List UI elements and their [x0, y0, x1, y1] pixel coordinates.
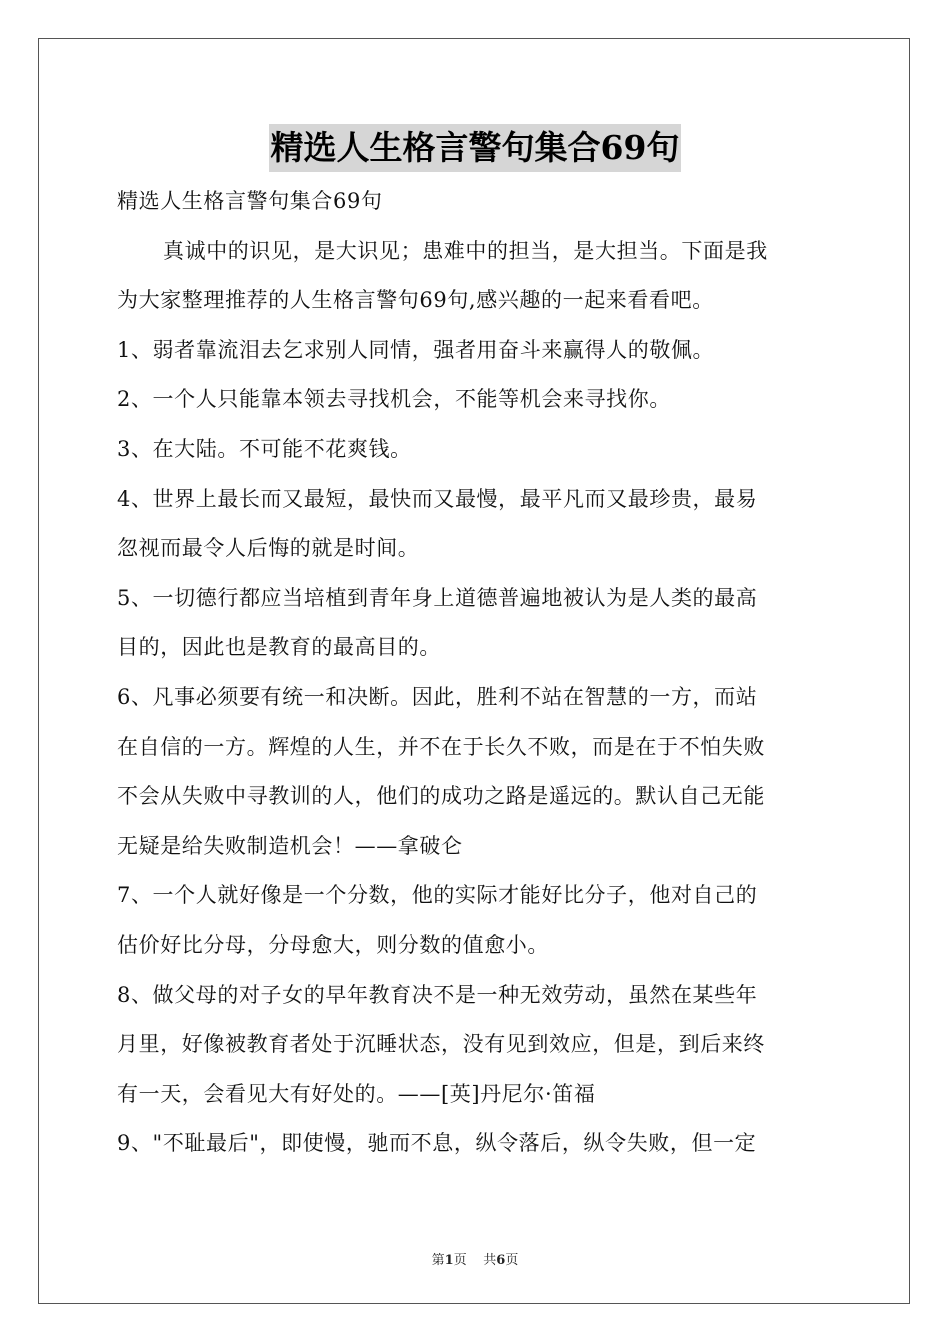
page-number: 1 [444, 1253, 454, 1268]
intro-paragraph-line: 真诚中的识见，是大识见；患难中的担当，是大担当。下面是我 [163, 238, 768, 263]
quote-line: 月里，好像被教育者处于沉睡状态，没有见到效应，但是，到后来终 [117, 1032, 765, 1057]
intro-paragraph-line: 为大家整理推荐的人生格言警句69句,感兴趣的一起来看看吧。 [117, 288, 714, 313]
quote-line: 2、一个人只能靠本领去寻找机会，不能等机会来寻找你。 [117, 387, 671, 412]
quote-line: 3、在大陆。不可能不花爽钱。 [117, 436, 412, 461]
quote-line: 4、世界上最长而又最短，最快而又最慢，最平凡而又最珍贵，最易 [117, 486, 758, 511]
quote-line: 6、凡事必须要有统一和决断。因此，胜利不站在智慧的一方，而站 [117, 684, 758, 709]
quote-line: 7、一个人就好像是一个分数，他的实际才能好比分子，他对自己的 [117, 883, 758, 908]
document-body [117, 177, 837, 1169]
quote-line: 忽视而最令人后悔的就是时间。 [117, 536, 420, 561]
quote-line: 估价好比分母，分母愈大，则分数的值愈小。 [117, 932, 549, 957]
document-title: 精选人生格言警句集合69句 [269, 124, 682, 172]
quote-line: 有一天，会看见大有好处的。——[英]丹尼尔·笛福 [117, 1081, 596, 1106]
total-prefix: 共 [483, 1253, 497, 1268]
total-suffix: 页 [505, 1253, 519, 1268]
quote-line: 1、弱者靠流泪去乞求别人同情，强者用奋斗来赢得人的敬佩。 [117, 337, 715, 362]
quote-line: 9、"不耻最后"，即使慢，驰而不息，纵令落后，纵令失败，但一定 [117, 1131, 757, 1156]
total-pages: 6 [496, 1253, 506, 1268]
page-footer [0, 1249, 950, 1268]
quote-line: 无疑是给失败制造机会！——拿破仑 [117, 833, 463, 858]
quote-line: 5、一切德行都应当培植到青年身上道德普遍地被认为是人类的最高 [117, 585, 758, 610]
quote-line: 在自信的一方。辉煌的人生，并不在于长久不败，而是在于不怕失败 [117, 734, 765, 759]
subtitle-line: 精选人生格言警句集合69句 [117, 189, 383, 213]
title-container [0, 124, 950, 172]
page-prefix: 第 [431, 1253, 445, 1268]
quote-line: 不会从失败中寻教训的人，他们的成功之路是遥远的。默认自己无能 [117, 784, 765, 809]
quote-line: 8、做父母的对子女的早年教育决不是一种无效劳动，虽然在某些年 [117, 982, 758, 1007]
page-suffix: 页 [453, 1253, 467, 1268]
quote-line: 目的，因此也是教育的最高目的。 [117, 635, 441, 660]
